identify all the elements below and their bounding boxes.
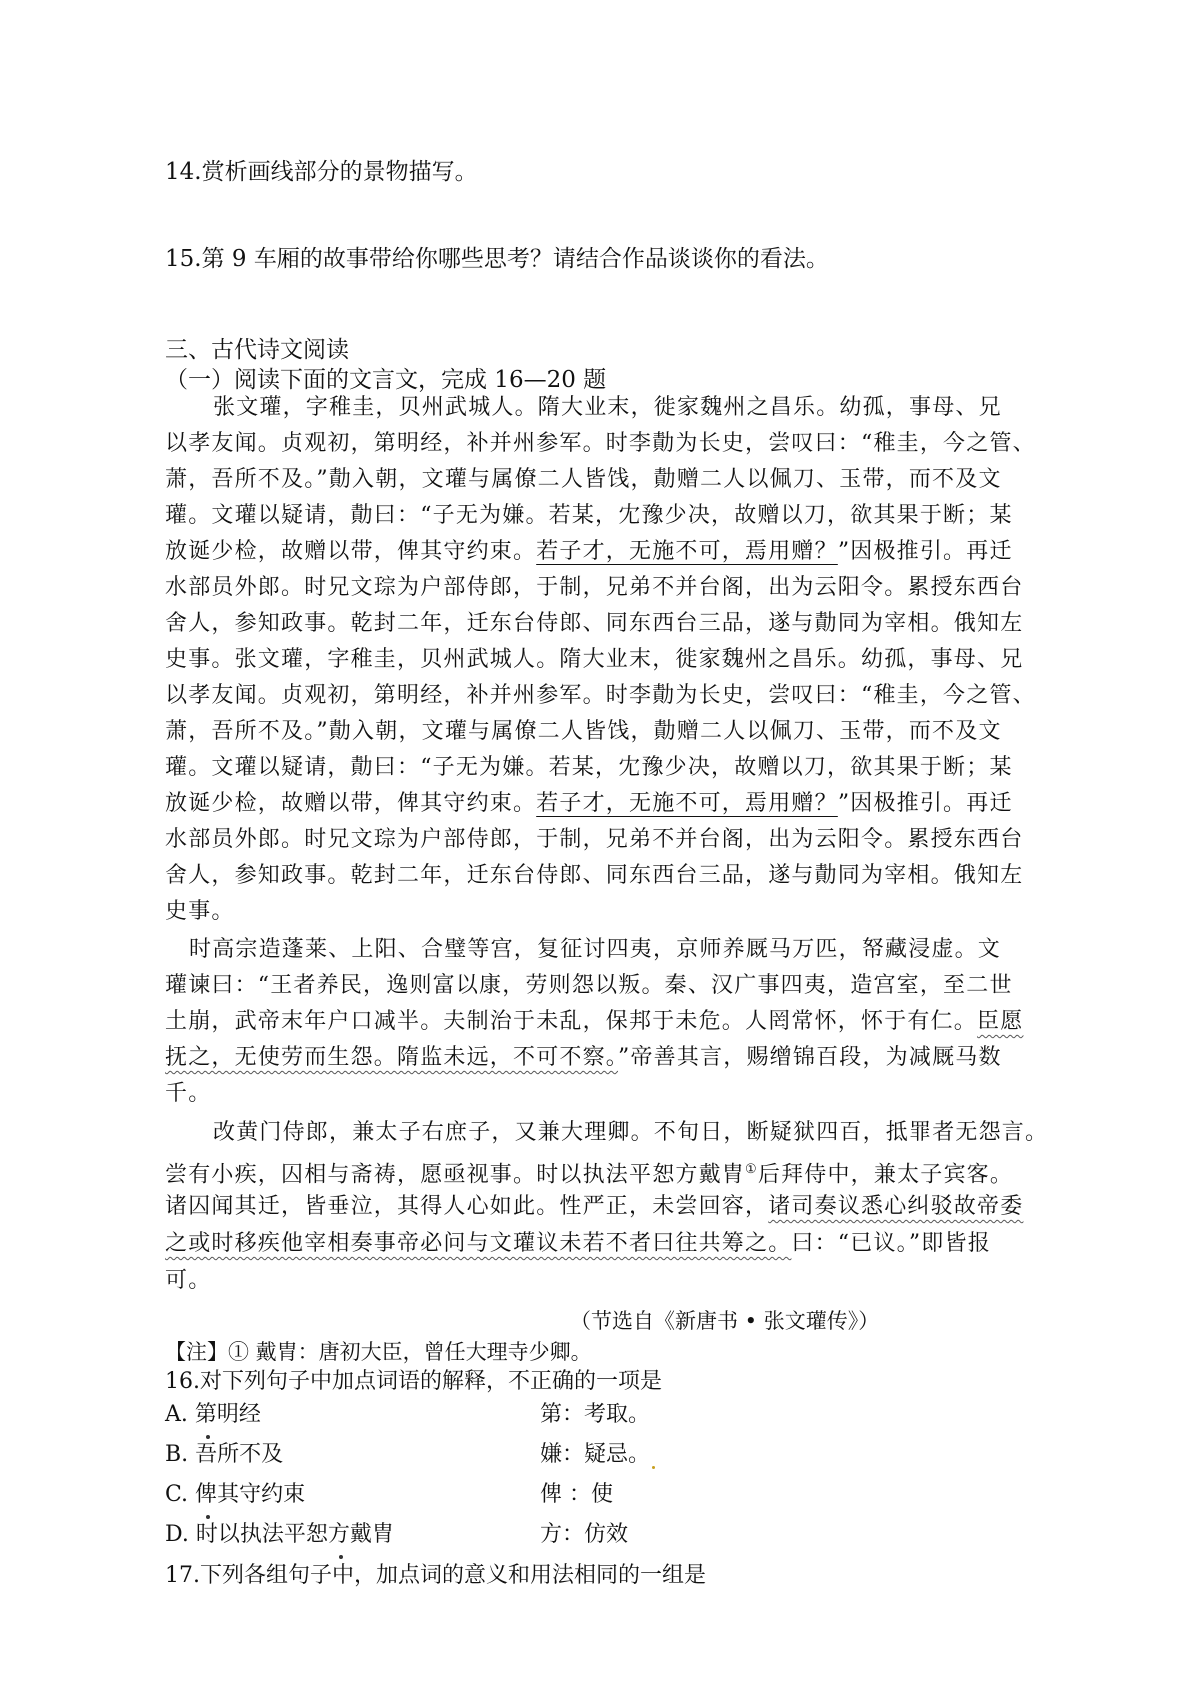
- passage-line: 尝有小疾，囚相与斋祷，愿亟视事。时以执法平恕方戴胄①后拜侍中，兼太子宾客。: [165, 1162, 1014, 1188]
- emphasis-dot-icon: [339, 1555, 343, 1559]
- passage-paragraph-3: [165, 1114, 1075, 1299]
- option-c: C. 俾其守约束: [165, 1480, 305, 1510]
- dotted-word: 俾: [195, 1482, 218, 1507]
- underlined-sentence: 若子才，无施不可，焉用赠？: [536, 791, 838, 816]
- passage-line: 张文瓘，字稚圭，贝州武城人。隋大业末，徙家魏州之昌乐。幼孤，事母、兄: [213, 395, 1002, 420]
- question-15: 15.第 9 车厢的故事带给你哪些思考？请结合作品谈谈你的看法。: [165, 246, 829, 272]
- passage-line: 萧，吾所不及。”勣入朝，文瓘与属僚二人皆饯，勣赠二人以佩刀、玉带，而不及文: [165, 467, 1002, 492]
- passage-line: 诸囚闻其迁，皆垂泣，其得人心如此。性严正，未尝回容，诸司奏议悉心纠驳故帝委: [165, 1194, 1024, 1219]
- passage-line: 以孝友闻。贞观初，第明经，补并州参军。时李勣为长史，尝叹曰：“稚圭，今之管、: [165, 431, 1036, 456]
- passage-line: 以孝友闻。贞观初，第明经，补并州参军。时李勣为长史，尝叹曰：“稚圭，今之管、: [165, 683, 1036, 708]
- passage-line: 土崩，武帝末年户口减半。夫制治于未乱，保邦于未危。人罔常怀，怀于有仁。臣愿: [165, 1009, 1024, 1034]
- passage-line: 可。: [165, 1268, 212, 1293]
- option-b-explanation: 嫌：疑忌。: [540, 1440, 655, 1470]
- passage-line: 萧，吾所不及。”勣入朝，文瓘与属僚二人皆饯，勣赠二人以佩刀、玉带，而不及文: [165, 719, 1002, 744]
- passage-line: 瓘谏曰：“王者养民，逸则富以康，劳则怨以叛。秦、汉广事四夷，造宫室，至二世: [165, 973, 1013, 998]
- wavy-underlined-sentence: 之或时移疾他宰相奏事帝必问与文瓘议未若不者曰往共筹之。: [165, 1231, 792, 1256]
- passage-line: 舍人，参知政事。乾封二年，迁东台侍郎、同东西台三品，遂与勣同为宰相。俄知左: [165, 611, 1024, 636]
- passage-paragraph-2: [165, 932, 1075, 1112]
- passage-line: 水部员外郎。时兄文琮为户部侍郎，于制，兄弟不并台阁，出为云阳令。累授东西台: [165, 827, 1024, 852]
- passage-line: 史事。: [165, 899, 235, 924]
- option-b: B. 吾所不及: [165, 1442, 284, 1467]
- dotted-word: 第: [194, 1402, 217, 1427]
- question-17: 17.下列各组句子中，加点词的意义和用法相同的一组是: [165, 1563, 706, 1588]
- emphasis-dot-icon: [206, 1515, 210, 1519]
- passage-line: 史事。张文瓘，字稚圭，贝州武城人。隋大业末，徙家魏州之昌乐。幼孤，事母、兄: [165, 647, 1024, 672]
- passage-line: 时高宗造蓬莱、上阳、合璧等宫，复征讨四夷，京师养厩马万匹，帑藏浸虚。文: [189, 937, 1002, 962]
- question-16: 16.对下列句子中加点词语的解释，不正确的一项是: [165, 1369, 662, 1394]
- option-d-explanation: 方：仿效: [540, 1522, 629, 1547]
- passage-line: 水部员外郎。时兄文琮为户部侍郎，于制，兄弟不并台阁，出为云阳令。累授东西台: [165, 575, 1024, 600]
- passage-line: 抚之，无使劳而生怨。隋监未远，不可不察。”帝善其言，赐缯锦百段，为减厩马数: [165, 1045, 1002, 1070]
- passage-line: 放诞少检，故赠以带，俾其守约束。若子才，无施不可，焉用赠？”因极推引。再迁: [165, 539, 1013, 564]
- passage-line: 改黄门侍郎，兼太子右庶子，又兼大理卿。不旬日，断疑狱四百，抵罪者无怨言。: [213, 1120, 1049, 1145]
- footnote: 【注】① 戴胄：唐初大臣，曾任大理寺少卿。: [165, 1340, 592, 1364]
- passage-line: 瓘。文瓘以疑请，勣曰：“子无为嫌。若某，冘豫少决，故赠以刀，欲其果于断；某: [165, 503, 1013, 528]
- option-d: D. 时以执法平恕方戴胄: [165, 1520, 394, 1550]
- yellow-mark-icon: [652, 1466, 655, 1469]
- passage-paragraph-1: [165, 390, 1075, 930]
- wavy-underlined-sentence: 诸司奏议悉心纠驳故帝委: [768, 1194, 1024, 1219]
- dotted-word: 方: [327, 1522, 350, 1547]
- passage-line: 舍人，参知政事。乾封二年，迁东台侍郎、同东西台三品，遂与勣同为宰相。俄知左: [165, 863, 1024, 888]
- question-14: 14.赏析画线部分的景物描写。: [165, 159, 478, 185]
- passage-line: 放诞少检，故赠以带，俾其守约束。若子才，无施不可，焉用赠？”因极推引。再迁: [165, 791, 1013, 816]
- emphasis-dot-icon: [206, 1435, 210, 1439]
- footnote-marker: ①: [745, 1162, 758, 1177]
- wavy-underlined-sentence: 抚之，无使劳而生怨。隋监未远，不可不察。: [165, 1045, 619, 1070]
- passage-line: 之或时移疾他宰相奏事帝必问与文瓘议未若不者曰往共筹之。曰：“已议。”即皆报: [165, 1231, 991, 1256]
- passage-line: 千。: [165, 1081, 212, 1106]
- source-citation: （节选自《新唐书 • 张文瓘传》）: [570, 1309, 880, 1333]
- option-c-explanation: 俾 ：使: [540, 1482, 613, 1507]
- wavy-underlined-sentence: 臣愿: [977, 1009, 1024, 1034]
- option-a-explanation: 第：考取。: [540, 1402, 651, 1427]
- subsection-heading: （一）阅读下面的文言文，完成 16—20 题: [165, 367, 607, 393]
- passage-line: 瓘。文瓘以疑请，勣曰：“子无为嫌。若某，冘豫少决，故赠以刀，欲其果于断；某: [165, 755, 1013, 780]
- underlined-sentence: 若子才，无施不可，焉用赠？: [536, 539, 838, 564]
- option-a: A. 第明经: [165, 1400, 261, 1430]
- section-heading: 三、古代诗文阅读: [165, 337, 349, 363]
